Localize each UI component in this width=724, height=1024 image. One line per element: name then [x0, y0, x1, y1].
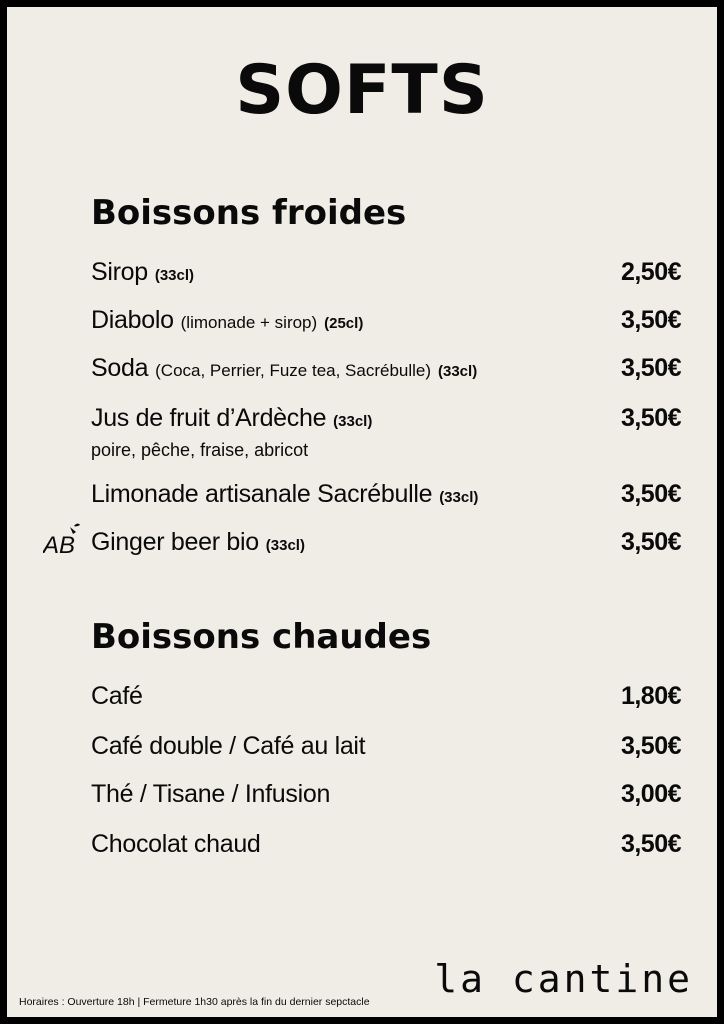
item-volume: (25cl) — [324, 315, 364, 332]
item-price: 3,50€ — [620, 306, 681, 334]
menu-item-chocolat — [91, 829, 681, 859]
item-description: (limonade + sirop) — [180, 313, 318, 332]
page-title: SOFTS — [235, 51, 489, 130]
item-volume: (33cl) — [439, 489, 479, 506]
item-name: Soda — [91, 354, 149, 382]
item-price: 3,50€ — [620, 732, 681, 760]
menu-item-diabolo — [91, 305, 681, 339]
item-price: 2,50€ — [620, 258, 681, 286]
item-name: Thé / Tisane / Infusion — [91, 780, 331, 808]
menu-item-limonade — [91, 479, 681, 513]
item-price: 3,50€ — [620, 480, 681, 508]
menu-sheet — [7, 7, 717, 1017]
item-price: 1,80€ — [620, 682, 681, 710]
item-price: 3,50€ — [620, 830, 681, 858]
menu-item-cafe — [91, 681, 681, 711]
item-price: 3,00€ — [620, 780, 681, 808]
menu-item-the — [91, 779, 681, 809]
menu-item-ginger-beer — [91, 527, 681, 561]
item-name: Jus de fruit d’Ardèche — [91, 404, 327, 432]
menu-item-cafe-double — [91, 731, 681, 761]
menu-item-sirop — [91, 257, 681, 291]
item-name: Diabolo — [91, 306, 174, 334]
item-volume: (33cl) — [438, 363, 478, 380]
item-volume: (33cl) — [265, 537, 305, 554]
item-price: 3,50€ — [620, 404, 681, 432]
menu-item-soda — [91, 353, 681, 387]
section-title-cold-drinks: Boissons froides — [91, 193, 407, 233]
item-name: Ginger beer bio — [91, 528, 259, 556]
section-title-hot-drinks: Boissons chaudes — [91, 617, 432, 657]
item-name: Limonade artisanale Sacrébulle — [91, 480, 433, 508]
item-name: Café double / Café au lait — [91, 732, 366, 760]
item-price: 3,50€ — [620, 354, 681, 382]
menu-item-jus-de-fruit — [91, 403, 681, 461]
footer-hours: Horaires : Ouverture 18h | Fermeture 1h30 après la fin du dernier sepctacle — [19, 996, 370, 1008]
ab-organic-logo-icon — [43, 523, 83, 557]
item-name: Chocolat chaud — [91, 830, 261, 858]
item-volume: (33cl) — [154, 267, 195, 284]
item-description: (Coca, Perrier, Fuze tea, Sacrébulle) — [155, 361, 432, 380]
brand-logo: la cantine — [434, 957, 693, 1001]
item-price: 3,50€ — [620, 528, 681, 556]
item-volume: (33cl) — [333, 413, 373, 430]
item-name: Café — [91, 682, 143, 710]
item-subtitle: poire, pêche, fraise, abricot — [91, 440, 309, 460]
svg-text:AB: AB — [43, 532, 76, 557]
item-name: Sirop — [91, 258, 148, 286]
